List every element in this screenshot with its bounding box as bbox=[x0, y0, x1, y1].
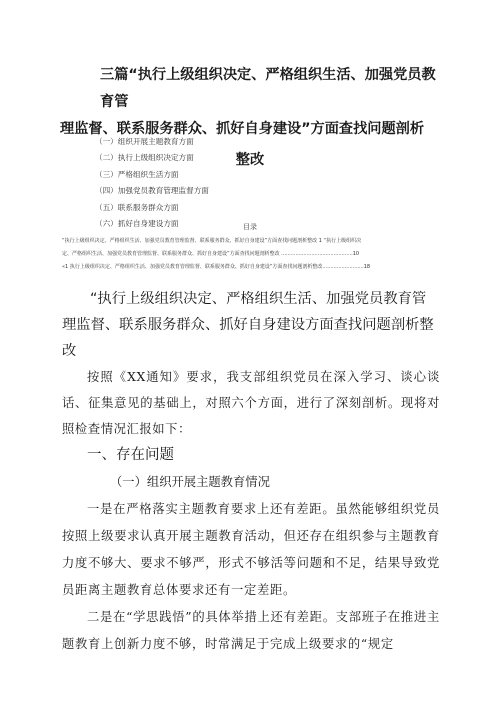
title-line-2: 理监督、联系服务群众、抓好自身建设”方面查找问题剖析 bbox=[60, 121, 425, 137]
body-paragraph: 二是在“学思践悟”的具体举措上还有差距。支部班子在推进主题教育上创新力度不够，时常满足于完成上级要求的“规定 bbox=[62, 610, 440, 651]
title-line-3: 整改 bbox=[235, 152, 265, 168]
subsection-item: （三）严格组织生活方面 bbox=[95, 169, 179, 179]
toc-heading: 目录 bbox=[243, 223, 257, 231]
title-line-1: 三篇“执行上级组织决定、严格组织生活、加强党员教育管 bbox=[100, 67, 436, 110]
toc-entry[interactable]: 定、严格组织生活、加强党员教育管理监督、联系服务群众、抓好自身建设”方面查找问题剖析整改 .............................................10 bbox=[62, 251, 360, 257]
subsection-item: （二）执行上级组织决定方面 bbox=[95, 153, 194, 163]
subsection-heading: （一）组织开展主题教育情况 bbox=[110, 475, 270, 489]
subsection-list bbox=[95, 134, 209, 232]
subsection-item: （五）联系服务群众方面 bbox=[95, 202, 179, 212]
intro-paragraph: 按照《XX通知》要求，我支部组织党员在深入学习、谈心谈话、征集意见的基础上，对照六个方面，进行了深刻剖析。现将对照检查情况汇报如下： bbox=[62, 370, 440, 436]
article-heading: “执行上级组织决定、严格组织生活、加强党员教育管理监督、联系服务群众、抓好自身建设方面查找问题剖析整改 bbox=[62, 291, 434, 359]
toc-entry[interactable]: «1 执行上级组织决定、严格组织生活、加强党员教育管理监督、联系服务群众、抓好自身建设”方面查找问题剖析整改..........................18 bbox=[62, 264, 371, 270]
body-paragraph: 一是在严格落实主题教育要求上还有差距。虽然能够组织党员按照上级要求认真开展主题教育活动，但还存在组织参与主题教育力度不够大、要求不够严，形式不够活等问题和不足，结果导致党员距离主题教育总体要求还有一定差距。 bbox=[62, 502, 440, 597]
table-of-contents bbox=[62, 235, 442, 274]
subsection-item: （一）组织开展主题教育方面 bbox=[95, 137, 194, 146]
section-heading: 一、存在问题 bbox=[87, 447, 174, 463]
article-body bbox=[62, 286, 440, 658]
toc-entry[interactable]: “执行上级组织决定、严格组织生活、加强党员教育管理监督、联系服务群众、抓好自身建设”方面查找问题剖析整改 1 “执行上级组织决 bbox=[62, 238, 362, 244]
subsection-item: （四）加强党员教育管理监督方面 bbox=[95, 186, 209, 196]
subsection-item: （六）抓好自身建设方面 bbox=[95, 219, 179, 229]
